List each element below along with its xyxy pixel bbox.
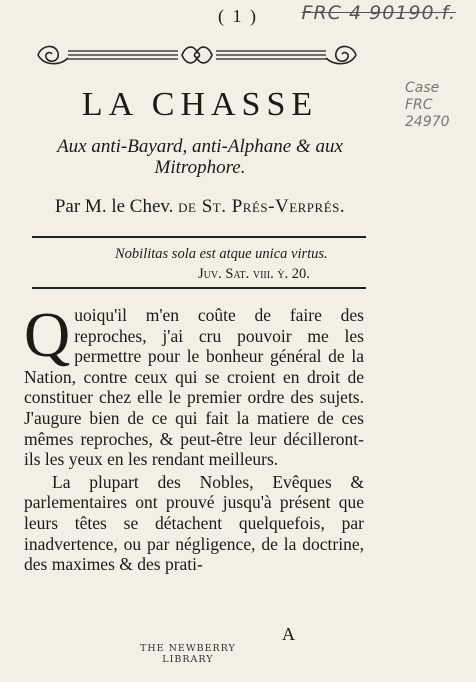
top-rule xyxy=(32,236,366,238)
author-prefix: Par M. le Chev. xyxy=(54,196,174,217)
page-number: ( 1 ) xyxy=(218,6,258,26)
library-stamp xyxy=(140,643,236,665)
decorative-headpiece-ornament xyxy=(34,42,360,68)
catalog-line: 24970 xyxy=(405,114,450,130)
epigraph-quote: Nobilitas sola est atque unica virtus. xyxy=(115,246,328,262)
paragraph-2: La plupart des Nobles, Evêques & parlementaires ont prouvé jusqu'à présent que leurs têtes se détachent quelquefois, par inadvertence, ou par négligence, de la doctrine, des maximes & des prati- xyxy=(24,471,364,575)
catalog-line: Case xyxy=(405,80,440,96)
epigraph-source: Juv. Sat. viii. ỳ. 20. xyxy=(198,266,310,282)
handwritten-catalog-number xyxy=(405,80,475,131)
handwritten-shelfmark: FRC 4 90190.f. xyxy=(301,2,456,24)
paragraph-1: uoiqu'il m'en coûte de faire des reproches, j'ai cru pouvoir me les permettre pour le bonheur général de la Nation, contre ceux qui se croient en droit de constituer chez elle le premier ordre des sujets. J'augure bien de ce qui fait la matiere de ces mêmes reproches, & peut-être leur décilleront-ils les yeux en les rendant meilleurs. xyxy=(24,305,364,470)
drop-cap: Q xyxy=(24,299,71,370)
stamp-line: THE NEWBERRY xyxy=(140,643,236,654)
body-text xyxy=(24,299,364,575)
document-subtitle: Aux anti-Bayard, anti-Alphane & aux Mitrophore. xyxy=(57,136,343,178)
document-title: LA CHASSE xyxy=(81,86,319,123)
signature-mark: A xyxy=(282,624,295,644)
stamp-line: LIBRARY xyxy=(162,654,214,665)
catalog-line: FRC xyxy=(405,97,433,113)
author-line xyxy=(0,196,400,218)
bottom-rule xyxy=(32,287,366,289)
author-name: de St. Prés-Verprés. xyxy=(178,196,346,217)
